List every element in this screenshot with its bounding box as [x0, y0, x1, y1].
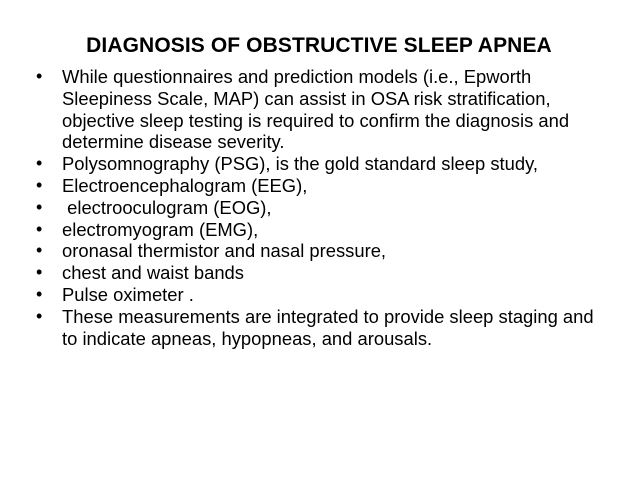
- bullet-text: Electroencephalogram (EEG),: [62, 174, 308, 196]
- bullet-dot-icon: •: [36, 66, 43, 86]
- bullet-text: Pulse oximeter .: [62, 283, 194, 305]
- bullet-text: chest and waist bands: [62, 262, 244, 284]
- bullet-dot-icon: •: [36, 196, 43, 217]
- bullet-list: [36, 66, 596, 349]
- bullet-item: [36, 240, 596, 262]
- bullet-text: These measurements are integrated to provide sleep staging and to indicate apneas, hypopneas, and arousals.: [62, 305, 594, 349]
- slide-title: DIAGNOSIS OF OBSTRUCTIVE SLEEP APNEA: [86, 34, 552, 57]
- bullet-item: [36, 153, 596, 175]
- bullet-text: While questionnaires and prediction models (i.e., Epworth Sleepiness Scale, MAP) can assist in OSA risk stratification, objective sleep testing is required to confirm the diagnosis and determine disease severity.: [62, 66, 570, 153]
- bullet-dot-icon: •: [36, 218, 43, 239]
- bullet-dot-icon: •: [36, 240, 43, 261]
- bullet-dot-icon: •: [36, 262, 43, 283]
- bullet-item: [36, 197, 596, 219]
- bullet-text: electromyogram (EMG),: [62, 218, 259, 240]
- bullet-item: [36, 284, 596, 306]
- bullet-text: oronasal thermistor and nasal pressure,: [62, 240, 387, 262]
- bullet-text: Polysomnography (PSG), is the gold standard sleep study,: [62, 153, 539, 175]
- bullet-item: [36, 66, 596, 153]
- bullet-item: [36, 219, 596, 241]
- bullet-dot-icon: •: [36, 174, 43, 195]
- bullet-item: [36, 306, 596, 350]
- bullet-dot-icon: •: [36, 305, 43, 326]
- bullet-dot-icon: •: [36, 153, 43, 174]
- bullet-text: electrooculogram (EOG),: [62, 196, 272, 218]
- bullet-item: [36, 175, 596, 197]
- bullet-dot-icon: •: [36, 283, 43, 304]
- bullet-item: [36, 262, 596, 284]
